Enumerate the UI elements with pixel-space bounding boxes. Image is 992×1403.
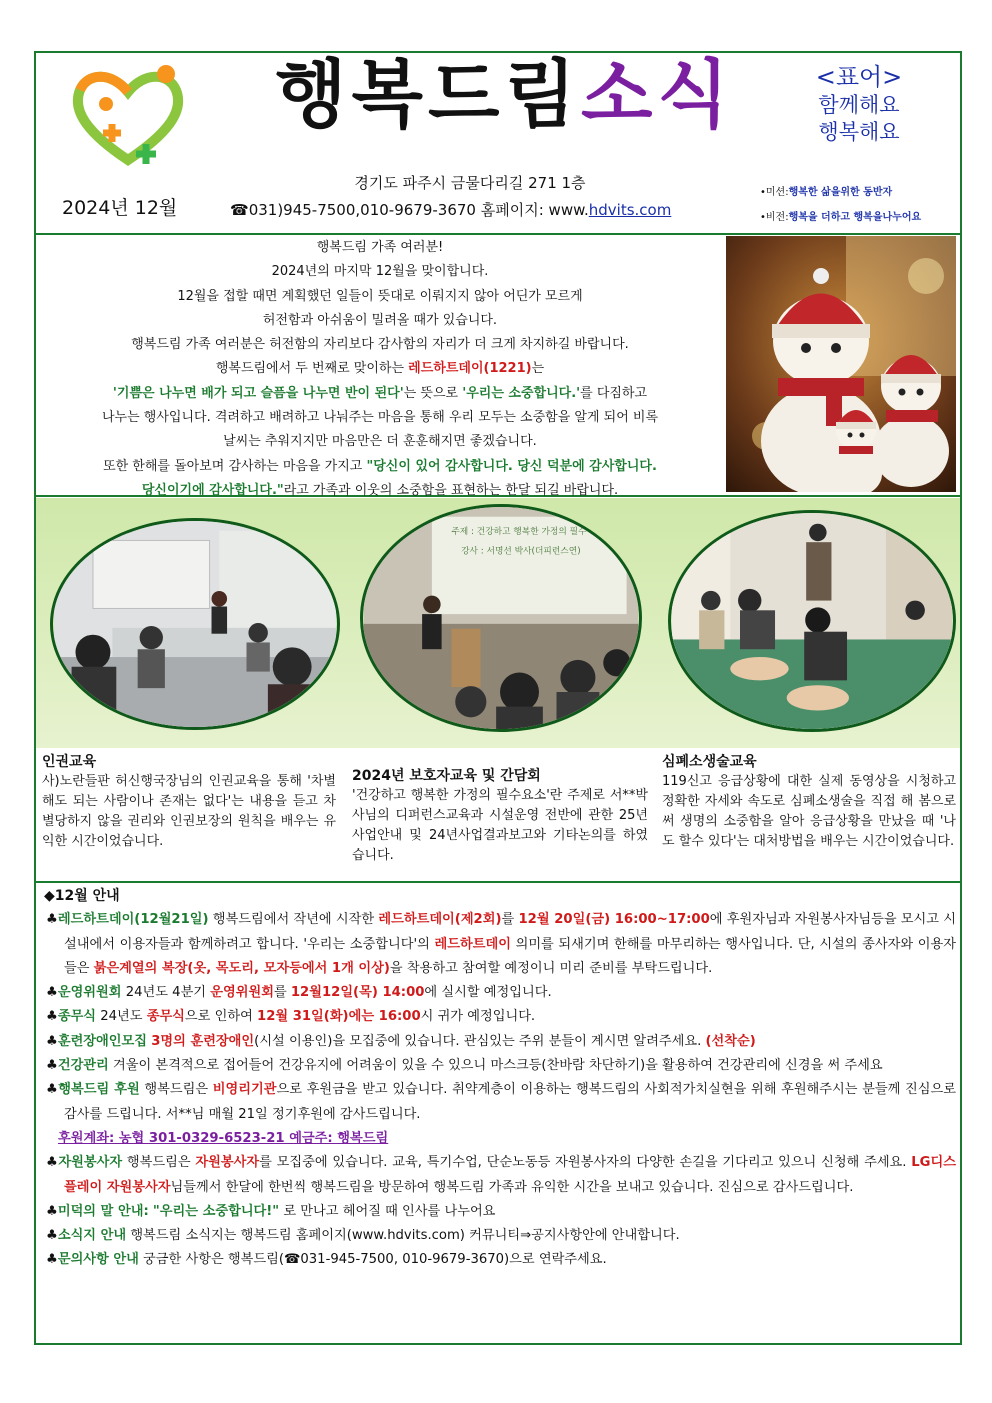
club-icon: ♣	[46, 1155, 59, 1171]
caption-title: 심폐소생술교육	[662, 754, 757, 770]
club-icon: ♣	[46, 1033, 58, 1049]
newsletter-title: 행복드림소식	[275, 52, 734, 138]
notice-item-volunteer: ♣자원봉사자 행복드림은 자원봉사자를 모집중에 있습니다. 교육, 특기수업, 단순노동등 자원봉사자의 다양한 손길을 기다리고 있으니 신청해 주세요. LG디스플레이 자원봉사자님들께서 한달에 한번씩 행복드림을 방문하여 행복드림 가족과 유익한 시간을 보내고 있습니다. 진심으로 감사드립니다.	[46, 1155, 956, 1195]
divider	[34, 233, 962, 235]
club-icon: ♣	[46, 1058, 58, 1074]
caption-body: 119신고 응급상황에 대한 실제 동영상을 시청하고 정확한 자세와 속도로 심폐소생술을 직접 해 봄으로써 생명의 소중함을 알아 응급상황을 만났을 때 '나도 할수 있다'는 대처방법을 배우는 시간이었습니다.	[662, 774, 956, 849]
caption-title: 인권교육	[42, 754, 97, 770]
notice-item-committee: ♣운영위원회 24년도 4분기 운영위원회를 12월12일(목) 14:00에 실시할 예정입니다.	[46, 985, 552, 1001]
section-heading: ◆12월 안내	[44, 888, 120, 904]
club-icon: ♣	[46, 1082, 59, 1098]
motto-line: 함께해요	[818, 93, 900, 117]
notice-item-inquiry: ♣문의사항 안내 궁금한 사항은 행복드림(☎031-945-7500, 010-9679-3670)으로 연락주세요.	[46, 1252, 607, 1268]
caption-body: '건강하고 행복한 가정의 필수요소'란 주제로 서**박사님의 디퍼런스교육과 시설운영 전반에 관한 25년사업안내 및 24년사업결과보고와 기타논의를 하였습니다.	[352, 788, 648, 863]
motto-title: <표어>	[815, 63, 903, 91]
address: 경기도 파주시 금물다리길 271 1층	[354, 174, 586, 192]
notice-item-newsletter: ♣소식지 안내 행복드림 소식지는 행복드림 홈페이지(www.hdvits.com) 커뮤니티⇒공지사항안에 안내합니다.	[46, 1228, 680, 1244]
notice-item-closing: ♣종무식 24년도 종무식으로 인하여 12월 31일(화)에는 16:00시 귀가 예정입니다.	[46, 1009, 536, 1025]
notice-item-redheart: ♣레드하트데이(12월21일) 행복드림에서 작년에 시작한 레드하트데이(제2회)를 12월 20일(금) 16:00~17:00에 후원자님과 자원봉사자님등을 모시고 시설내에서 이용자들과 함께하려고 합니다. '우리는 소중합니다'의 레드하트데이 의미를 되새기며 한해를 마무리하는 행사입니다. 단, 시설의 종사자와 이용자들은 붉은계열의 복장(옷, 목도리, 모자등에서 1개 이상)을 착용하고 참여할 예정이니 미리 준비를 부탁드립니다.	[46, 912, 956, 976]
club-icon: ♣	[46, 912, 58, 928]
human-rights-education-photo	[50, 518, 340, 730]
notice-item-sponsor: ♣행복드림 후원 행복드림은 비영리기관으로 후원금을 받고 있습니다. 취약계층이 이용하는 행복드림의 사회적가치실현을 위해 후원해주시는 분들께 진심으로 감사를 드립니다. 서**님 매월 21일 정기후원에 감사드립니다.	[46, 1082, 956, 1122]
phone: 031)945-7500,010-9679-3670	[248, 201, 476, 219]
club-icon: ♣	[46, 1203, 58, 1219]
caption-guardian	[352, 766, 648, 866]
notice-item-health: ♣건강관리 겨울이 본격적으로 접어들어 건강유지에 어려움이 있을 수 있으니 마스크등(찬바람 차단하기)을 활용하여 건강관리에 신경을 써 주세요	[46, 1058, 883, 1074]
cpr-education-photo	[668, 510, 956, 732]
logo-icon	[66, 60, 190, 172]
photo-section	[36, 498, 960, 882]
mission: •미션:행복한 삶을위한 동반자	[760, 187, 893, 198]
caption-body: 사)노란들판 허신행국장님의 인권교육을 통해 '차별해도 되는 사람이나 존재는 없다'는 내용을 듣고 차별당하지 않을 권리와 인권보장의 원칙을 배우는 유익한 시간이었습니다.	[42, 774, 336, 849]
homepage-link[interactable]: hdvits.com	[588, 201, 672, 219]
club-icon: ♣	[46, 1228, 58, 1244]
slide-title: 주제 : 건강하고 행복한 가정의 필수	[451, 527, 587, 538]
caption-cpr	[662, 752, 956, 852]
motto	[800, 62, 918, 146]
vision: •비전:행복을 더하고 행복을나누어요	[760, 212, 922, 223]
snowman-photo	[726, 236, 956, 492]
guardian-education-photo	[360, 504, 642, 732]
intro-letter: 행복드림 가족 여러분! 2024년의 마지막 12월을 맞이합니다. 12월을 접할 때면 계획했던 일들이 뜻대로 이뤄지지 않아 어딘가 모르게 허전함과 아쉬움이 밀려올 때가 있습니다. 행복드림 가족 여러분은 허전함의 자리보다 감사함의 자리가 더 크게 차지하길 바랍니다. 행복드림에서 두 번째로 맞이하는 레드하트데이(1221)는 '기쁨은 나누면 배가 되고 슬픔을 나누면 반이 된다'는 뜻으로 '우리는 소중합니다.'를 다짐하고 나누는 행사입니다. 격려하고 배려하고 나눠주는 마음을 통해 우리 모두는 소중함을 알게 되어 비록 날씨는 추워지지만 마음만은 더 훈훈해지면 좋겠습니다. 또한 한해를 돌아보며 감사하는 마음을 가지고 "당신이 있어 감사합니다. 당신 덕분에 감사합니다. 당신이기에 감사합니다."라고 가족과 이웃의 소중함을 표현하는 한달 되길 바랍니다.	[101, 240, 659, 498]
donation-account: 후원계좌: 농협 301-0329-6523-21 예금주: 행복드림	[58, 1130, 389, 1146]
december-notice	[44, 884, 956, 1273]
club-icon: ♣	[46, 1009, 58, 1025]
notice-item-recruit: ♣훈련장애인모집 3명의 훈련장애인(시설 이용인)을 모집중에 있습니다. 관심있는 주위 분들이 계시면 알려주세요. (선착순)	[46, 1033, 756, 1049]
club-icon: ♣	[46, 985, 58, 1001]
contact-line: ☎031)945-7500,010-9679-3670 홈페이지: www.hdvits.com	[230, 201, 672, 219]
slide-speaker: 강사 : 서명선 박사(더피런스연)	[461, 546, 581, 557]
notice-item-virtue: ♣미덕의 말 안내: "우리는 소중합니다!" 로 만나고 헤어질 때 인사를 나누어요	[46, 1203, 496, 1219]
club-icon: ♣	[46, 1252, 58, 1268]
issue-date: 2024년 12월	[62, 197, 178, 219]
caption-title: 2024년 보호자교육 및 간담회	[352, 768, 541, 784]
motto-line: 행복해요	[818, 120, 900, 144]
phone-icon: ☎	[230, 201, 249, 219]
caption-human-rights	[42, 752, 336, 852]
